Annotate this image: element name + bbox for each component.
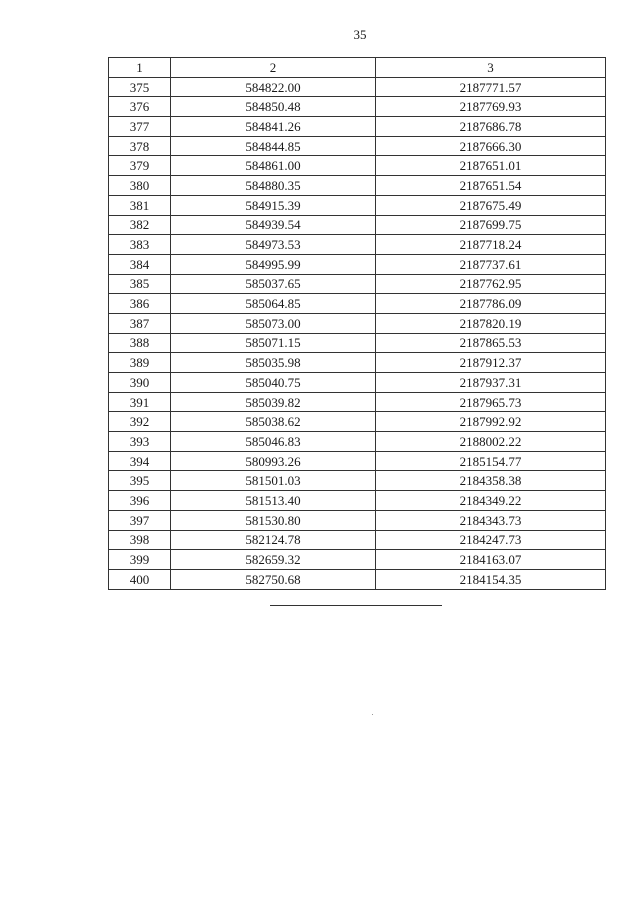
point-number-cell: 383: [109, 235, 171, 255]
x-coordinate-cell: 582750.68: [171, 569, 376, 589]
x-coordinate-cell: 582124.78: [171, 530, 376, 550]
y-coordinate-cell: 2184358.38: [376, 471, 606, 491]
table-row: [109, 294, 606, 314]
point-number-cell: 396: [109, 491, 171, 511]
table-row: [109, 373, 606, 393]
y-coordinate-cell: 2185154.77: [376, 451, 606, 471]
y-coordinate-cell: 2187718.24: [376, 235, 606, 255]
point-number-cell: 398: [109, 530, 171, 550]
x-coordinate-cell: 585073.00: [171, 313, 376, 333]
point-number-cell: 391: [109, 392, 171, 412]
table-row: [109, 176, 606, 196]
table-row: [109, 353, 606, 373]
y-coordinate-cell: 2187666.30: [376, 136, 606, 156]
point-number-cell: 380: [109, 176, 171, 196]
x-coordinate-cell: 580993.26: [171, 451, 376, 471]
y-coordinate-cell: 2187965.73: [376, 392, 606, 412]
y-coordinate-cell: 2187912.37: [376, 353, 606, 373]
x-coordinate-cell: 584939.54: [171, 215, 376, 235]
column-header-2: 2: [171, 58, 376, 78]
point-number-cell: 389: [109, 353, 171, 373]
table-row: [109, 491, 606, 511]
point-number-cell: 387: [109, 313, 171, 333]
table-row: [109, 471, 606, 491]
y-coordinate-cell: 2184349.22: [376, 491, 606, 511]
point-number-cell: 400: [109, 569, 171, 589]
table-row: [109, 451, 606, 471]
table-row: [109, 432, 606, 452]
y-coordinate-cell: 2187737.61: [376, 254, 606, 274]
y-coordinate-cell: 2187992.92: [376, 412, 606, 432]
table-row: [109, 195, 606, 215]
point-number-cell: 392: [109, 412, 171, 432]
x-coordinate-cell: 584850.48: [171, 97, 376, 117]
x-coordinate-cell: 582659.32: [171, 550, 376, 570]
point-number-cell: 384: [109, 254, 171, 274]
point-number-cell: 394: [109, 451, 171, 471]
table-row: [109, 274, 606, 294]
y-coordinate-cell: 2184343.73: [376, 510, 606, 530]
y-coordinate-cell: 2187937.31: [376, 373, 606, 393]
point-number-cell: 375: [109, 77, 171, 97]
y-coordinate-cell: 2184247.73: [376, 530, 606, 550]
table-row: [109, 117, 606, 137]
y-coordinate-cell: 2187762.95: [376, 274, 606, 294]
y-coordinate-cell: 2187865.53: [376, 333, 606, 353]
x-coordinate-cell: 585046.83: [171, 432, 376, 452]
x-coordinate-cell: 585038.62: [171, 412, 376, 432]
point-number-cell: 388: [109, 333, 171, 353]
x-coordinate-cell: 585071.15: [171, 333, 376, 353]
y-coordinate-cell: 2184154.35: [376, 569, 606, 589]
table-row: [109, 510, 606, 530]
table-row: [109, 392, 606, 412]
page-number: 35: [353, 27, 367, 42]
point-number-cell: 376: [109, 97, 171, 117]
point-number-cell: 395: [109, 471, 171, 491]
table-header: [109, 58, 606, 78]
y-coordinate-cell: 2187686.78: [376, 117, 606, 137]
table-row: [109, 412, 606, 432]
point-number-cell: 381: [109, 195, 171, 215]
x-coordinate-cell: 584822.00: [171, 77, 376, 97]
point-number-cell: 385: [109, 274, 171, 294]
y-coordinate-cell: 2187699.75: [376, 215, 606, 235]
point-number-cell: 399: [109, 550, 171, 570]
point-number-cell: 379: [109, 156, 171, 176]
y-coordinate-cell: 2187651.54: [376, 176, 606, 196]
table-row: [109, 97, 606, 117]
x-coordinate-cell: 585035.98: [171, 353, 376, 373]
table-row: [109, 156, 606, 176]
header-row: [109, 58, 606, 78]
table-row: [109, 235, 606, 255]
x-coordinate-cell: 585040.75: [171, 373, 376, 393]
point-number-cell: 378: [109, 136, 171, 156]
x-coordinate-cell: 585064.85: [171, 294, 376, 314]
y-coordinate-cell: 2188002.22: [376, 432, 606, 452]
table-row: [109, 333, 606, 353]
table-row: [109, 569, 606, 589]
y-coordinate-cell: 2187771.57: [376, 77, 606, 97]
point-number-cell: 393: [109, 432, 171, 452]
x-coordinate-cell: 581530.80: [171, 510, 376, 530]
table-row: [109, 136, 606, 156]
x-coordinate-cell: 584861.00: [171, 156, 376, 176]
column-header-1: 1: [109, 58, 171, 78]
table-body: [109, 77, 606, 589]
point-number-cell: 386: [109, 294, 171, 314]
x-coordinate-cell: 584841.26: [171, 117, 376, 137]
coordinates-table: [108, 57, 606, 590]
column-header-3: 3: [376, 58, 606, 78]
x-coordinate-cell: 585039.82: [171, 392, 376, 412]
x-coordinate-cell: 584915.39: [171, 195, 376, 215]
y-coordinate-cell: 2187769.93: [376, 97, 606, 117]
table-row: [109, 550, 606, 570]
y-coordinate-cell: 2187820.19: [376, 313, 606, 333]
x-coordinate-cell: 581501.03: [171, 471, 376, 491]
x-coordinate-cell: 584995.99: [171, 254, 376, 274]
point-number-cell: 382: [109, 215, 171, 235]
y-coordinate-cell: 2187786.09: [376, 294, 606, 314]
y-coordinate-cell: 2187675.49: [376, 195, 606, 215]
point-number-cell: 390: [109, 373, 171, 393]
table-row: [109, 530, 606, 550]
x-coordinate-cell: 584844.85: [171, 136, 376, 156]
table-row: [109, 254, 606, 274]
x-coordinate-cell: 584973.53: [171, 235, 376, 255]
scan-speck: [372, 714, 373, 715]
x-coordinate-cell: 581513.40: [171, 491, 376, 511]
end-of-table-rule: [270, 605, 442, 606]
y-coordinate-cell: 2187651.01: [376, 156, 606, 176]
point-number-cell: 397: [109, 510, 171, 530]
y-coordinate-cell: 2184163.07: [376, 550, 606, 570]
table-row: [109, 77, 606, 97]
point-number-cell: 377: [109, 117, 171, 137]
table-row: [109, 215, 606, 235]
table-row: [109, 313, 606, 333]
x-coordinate-cell: 585037.65: [171, 274, 376, 294]
x-coordinate-cell: 584880.35: [171, 176, 376, 196]
